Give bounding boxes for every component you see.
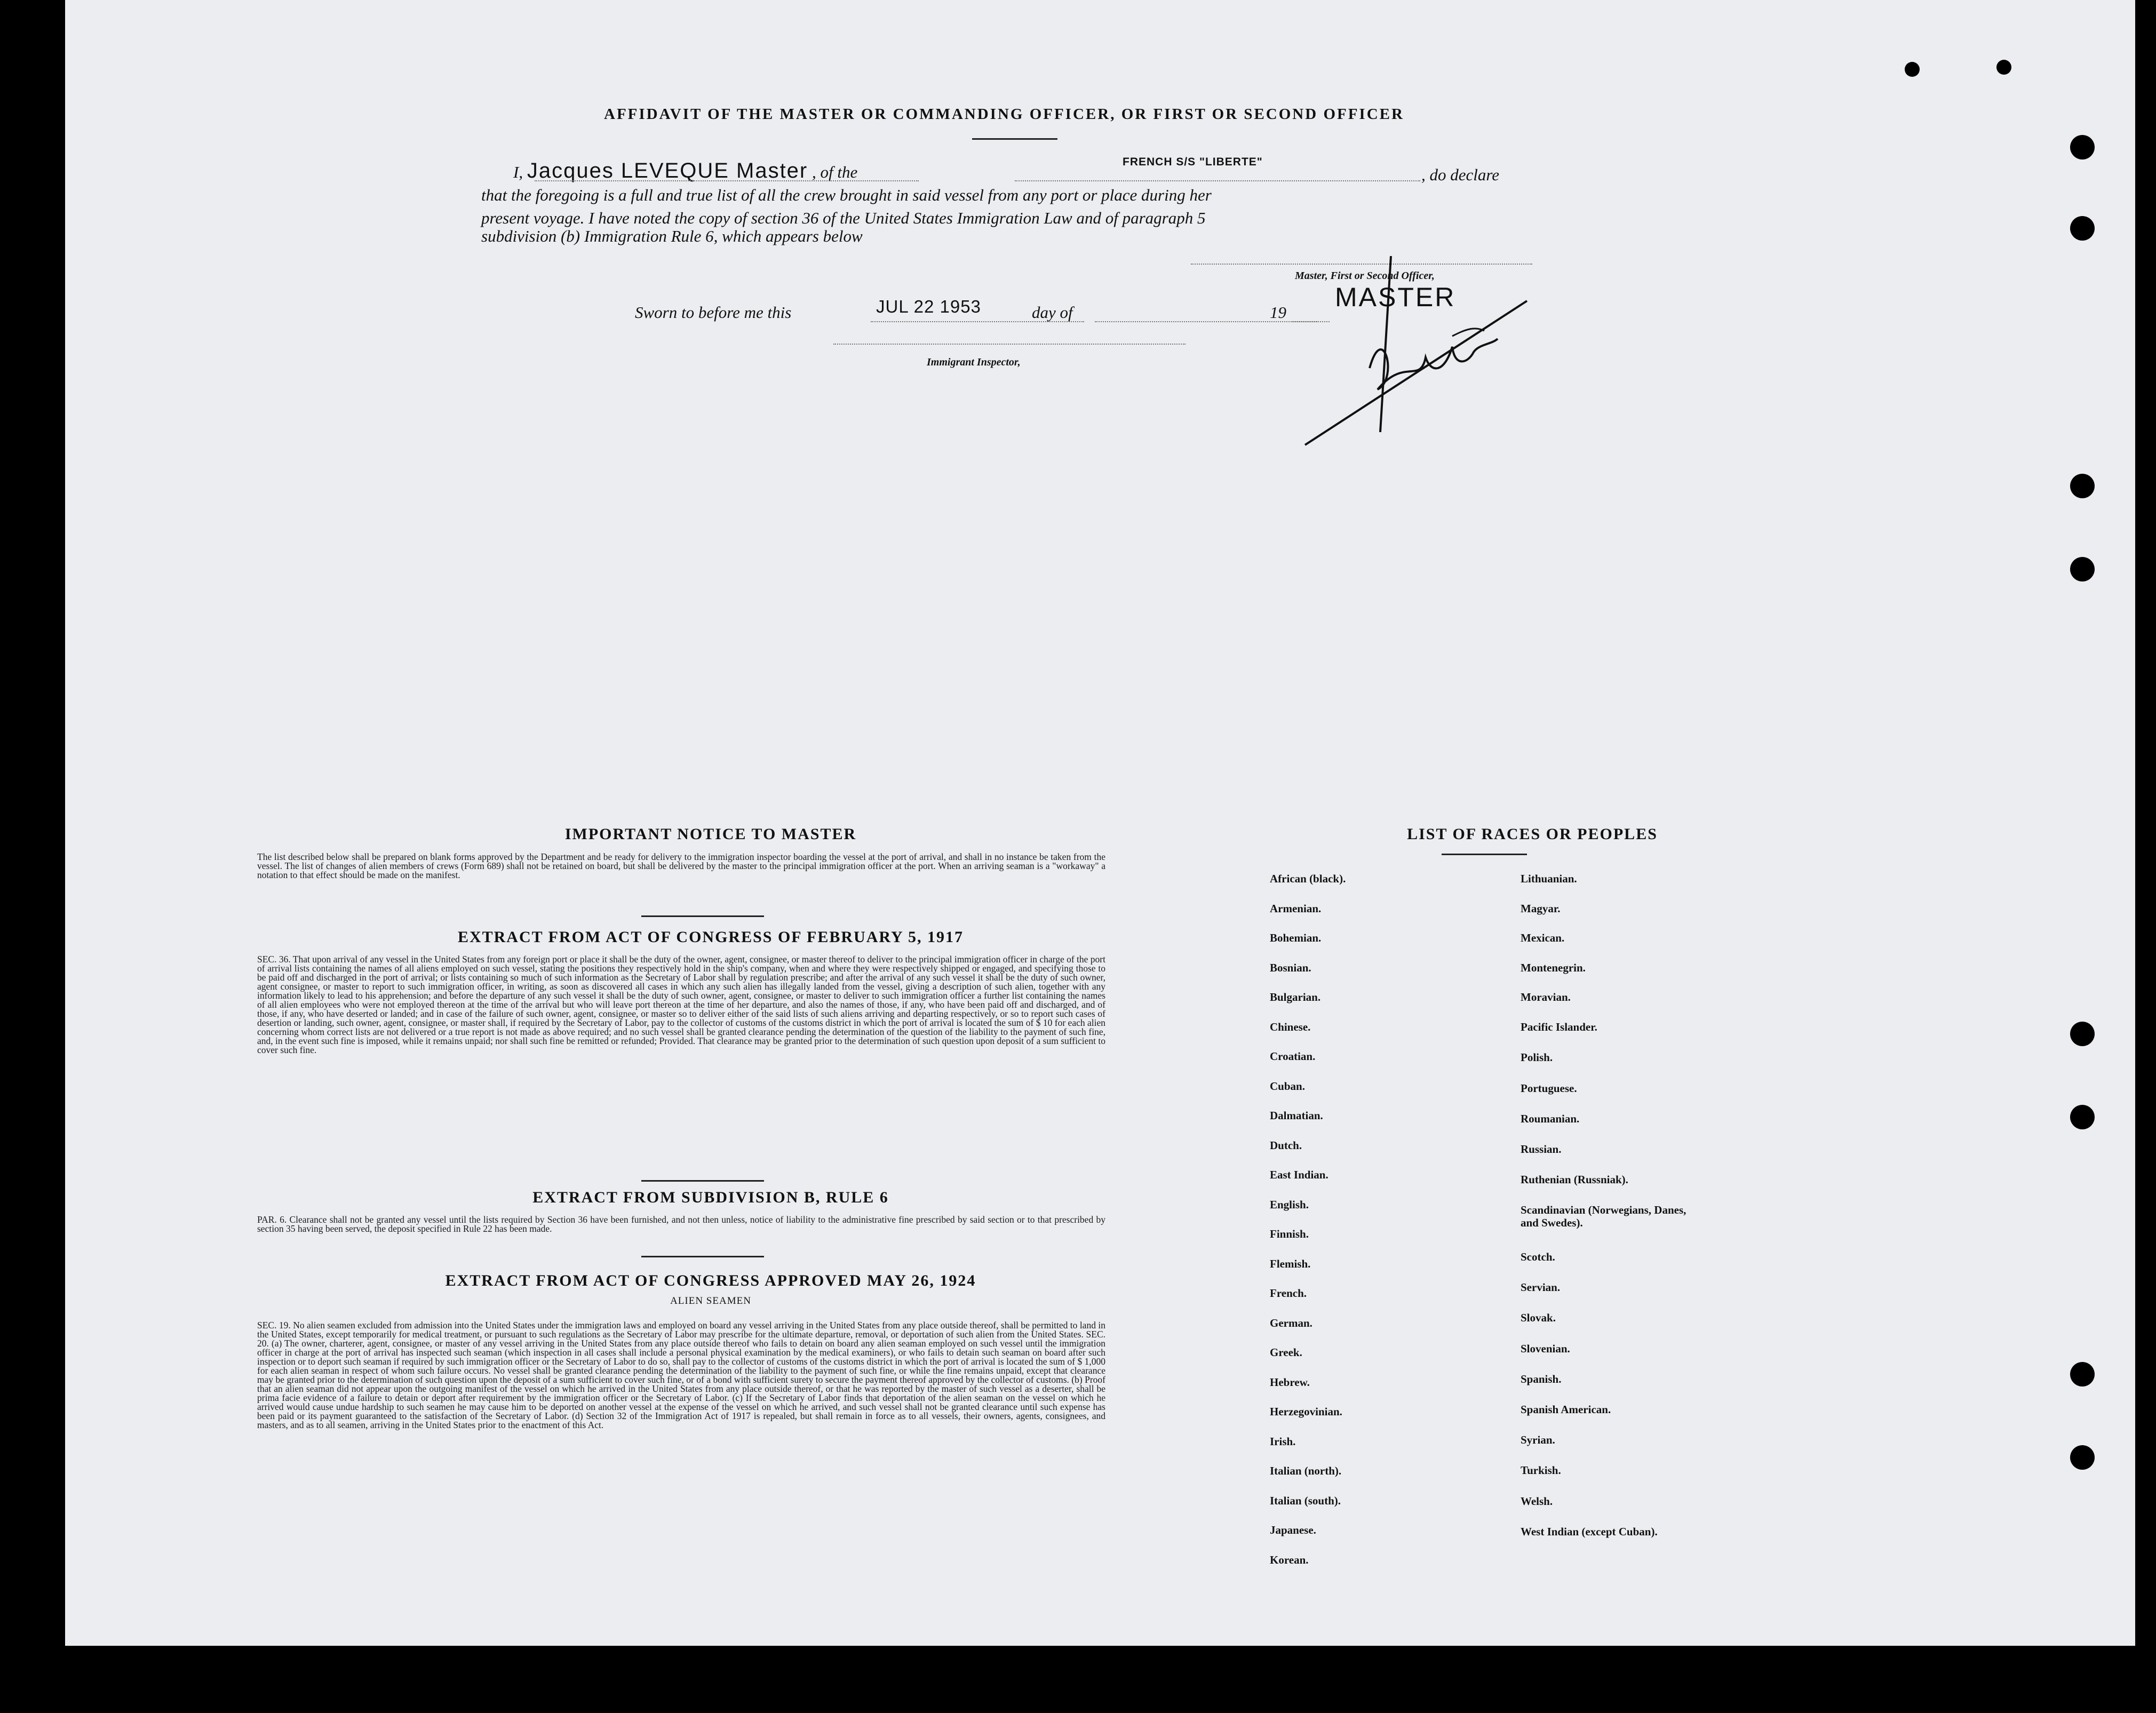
declaration-line-2: that the foregoing is a full and true list of all the crew brought in said vessel from any port or place during her [481, 186, 1212, 204]
race-item: Pacific Islander. [1521, 1021, 1597, 1033]
race-item: Herzegovinian. [1270, 1405, 1342, 1418]
signature-caption: Master, First or Second Officer, [1295, 270, 1435, 282]
race-item: Syrian. [1521, 1433, 1555, 1446]
race-item: Magyar. [1521, 902, 1561, 915]
race-item: Dalmatian. [1270, 1109, 1323, 1122]
extract3-subheading: ALIEN SEAMEN [670, 1295, 751, 1306]
race-item: Spanish American. [1521, 1403, 1611, 1416]
punch-hole [2070, 474, 2095, 498]
i-prefix: I, [513, 163, 523, 181]
notice-intro: The list described below shall be prepared on blank forms approved by the Department and be ready for delivery to the immigration inspector boarding the vessel at the port of arrival, and shall in no instance be taken from the vessel. The list of changes of alien members of crews (Form 689) shall not be retained on board, but shall be delivered by the master to the principal immigration officer at the port. When an arriving seaman is a "workaway" a notation to that effect should be made on the manifest. [257, 851, 1105, 880]
extract2-heading: EXTRACT FROM SUBDIVISION B, RULE 6 [532, 1189, 889, 1206]
races-divider [1442, 854, 1527, 855]
race-item: Portuguese. [1521, 1082, 1577, 1095]
punch-hole [2070, 216, 2095, 241]
punch-hole [2070, 1362, 2095, 1387]
race-item: Slovak. [1521, 1311, 1556, 1324]
race-item: Armenian. [1270, 902, 1322, 915]
race-item: Servian. [1521, 1281, 1561, 1294]
race-item: Hebrew. [1270, 1376, 1310, 1389]
affidavit-title: AFFIDAVIT OF THE MASTER OR COMMANDING OFFICER, OR FIRST OR SECOND OFFICER [604, 106, 1404, 123]
race-item: English. [1270, 1198, 1309, 1211]
extract3-heading: EXTRACT FROM ACT OF CONGRESS APPROVED MAY 26, 1924 [445, 1272, 976, 1289]
document-sheet [65, 0, 2135, 1646]
race-item: Scotch. [1521, 1250, 1555, 1263]
vessel-dotline [1015, 180, 1420, 181]
notice-divider [641, 915, 764, 917]
race-item: Chinese. [1270, 1021, 1311, 1033]
signature-title: MASTER [1335, 282, 1456, 312]
race-item: Montenegrin. [1521, 961, 1586, 974]
declarant-name: Jacques LEVEQUE Master [527, 159, 808, 182]
race-item: Japanese. [1270, 1524, 1316, 1536]
race-item: Cuban. [1270, 1080, 1305, 1093]
punch-hole [2070, 1105, 2095, 1129]
race-item: Bohemian. [1270, 931, 1322, 944]
race-item: Korean. [1270, 1553, 1309, 1566]
race-item: Irish. [1270, 1435, 1296, 1448]
declaration-line-3: present voyage. I have noted the copy of section 36 of the United States Immigration Law and of paragraph 5 [481, 209, 1206, 227]
race-item: Ruthenian (Russniak). [1521, 1173, 1628, 1186]
race-item: African (black). [1270, 872, 1346, 885]
race-item: Spanish. [1521, 1373, 1562, 1385]
extract1-heading: EXTRACT FROM ACT OF CONGRESS OF FEBRUARY 5, 1917 [457, 928, 964, 946]
race-item: Flemish. [1270, 1257, 1311, 1270]
race-item: West Indian (except Cuban). [1521, 1525, 1658, 1538]
punch-hole [2070, 557, 2095, 581]
title-divider [972, 138, 1057, 140]
race-item: Dutch. [1270, 1139, 1302, 1152]
name-dotline [535, 180, 919, 181]
sworn-label: Sworn to before me this [635, 303, 792, 322]
punch-hole [2070, 135, 2095, 160]
vessel-name: FRENCH S/S "LIBERTE" [1123, 156, 1263, 168]
race-item: Polish. [1521, 1051, 1553, 1064]
extract1-divider [641, 1180, 764, 1182]
race-item: Finnish. [1270, 1228, 1309, 1240]
declaration-line-1 [513, 159, 857, 183]
race-item: Bosnian. [1270, 961, 1311, 974]
of-the-label: , of the [812, 163, 858, 181]
race-item: Scandinavian (Norwegians, Danes, and Swedes). [1521, 1204, 1686, 1229]
declaration-line-4: subdivision (b) Immigration Rule 6, which appears below [481, 227, 863, 245]
race-item: Italian (south). [1270, 1494, 1341, 1507]
inspector-line [833, 344, 1186, 345]
notice-heading: IMPORTANT NOTICE TO MASTER [564, 825, 857, 843]
extract3-text: SEC. 19. No alien seamen excluded from admission into the United States under the immigration laws and employed on board any vessel arriving in the United States from any place outside thereof, shall be permitted to land in the United States, except temporarily for medical treatment, or pursuant to such regulations as the Secretary of Labor may prescribe for the ultimate departure, removal, or deportation of such alien from the United States. SEC. 20. (a) The owner, charterer, agent, consignee, or master of any vessel arriving in the United States from any place outside thereof who fails to detain on board any alien seaman employed on such vessel until the immigration officer in charge at the port of arrival has inspected such seaman (which inspection in all cases shall include a personal physical examination by the medical examiners), or who fails to detain such seaman on board after such inspection or to deport such seaman if required by such immigration officer or the Secretary of Labor to do so, shall pay to the collector of customs of the customs district in which the port of arrival is located the sum of $ 1,000 for each alien seaman in respect of whom such failure occurs. No vessel shall be granted clearance pending the determination of the liability to the payment of such fine, or while the fine remains unpaid, except that clearance may be granted prior to the determination of such question upon the deposit of a sum sufficient to cover such fine, or of a bond with sufficient surety to secure the payment thereof approved by the collector of customs. (b) Proof that an alien seaman did not appear upon the outgoing manifest of the vessel on which he arrived in the United States from any place outside thereof, or that he was reported by the master of such vessel as a deserter, shall be prima facie evidence of a failure to detain or deport after requirement by the immigration officer or the Secretary of Labor. (c) If the Secretary of Labor finds that deportation of the alien seaman on the vessel on which he arrived would cause undue hardship to such seamen he may cause him to be deported on another vessel at the expense of the vessel on which he arrived, and such vessel shall not be granted clearance until such expense has been paid or its payment guaranteed to the satisfaction of the Secretary of Labor. (d) Section 32 of the Immigration Act of 1917 is repealed, but shall remain in force as to all vessels, their owners, agents, consignees, and masters, and as to all seamen, arriving in the United States prior to the enactment of this Act. [257, 1320, 1105, 1430]
race-item: Mexican. [1521, 931, 1565, 944]
punch-hole [1996, 60, 2011, 75]
sworn-date: JUL 22 1953 [876, 297, 981, 316]
year-prefix: 19 [1270, 303, 1286, 322]
extract2-divider [641, 1256, 764, 1257]
race-item: Roumanian. [1521, 1112, 1580, 1125]
punch-hole [2070, 1445, 2095, 1470]
race-item: East Indian. [1270, 1168, 1328, 1181]
race-item: Russian. [1521, 1143, 1562, 1156]
day-of-label: day of [1032, 303, 1073, 322]
do-declare-label: , do declare [1421, 165, 1500, 184]
race-item: Lithuanian. [1521, 872, 1577, 885]
year-dotline [1292, 321, 1330, 322]
punch-hole [1905, 62, 1920, 77]
punch-hole [2070, 1022, 2095, 1046]
extract1-text: SEC. 36. That upon arrival of any vessel in the United States from any foreign port or place it shall be the duty of the owner, agent, consignee, or master thereof to deliver to the principal immigration officer in charge of the port of arrival lists containing the names of all aliens employed on such vessel, stating the positions they respectively hold in the ship's company, when and where they were respectively shipped or engaged, and specifying those to be paid off and discharged in the port of arrival; or lists containing so much of such information as the Secretary of Labor shall by regulation prescribe; and after the arrival of any such vessel it shall be the duty of such owner, agent consignee, or master to report to such immigration officer, in writing, as soon as discovered all cases in which any such alien has illegally landed from the vessel, giving a description of such alien, together with any information likely to lead to his apprehension; and before the departure of any such vessel it shall be the duty of such owner, agent, consignee, or master to deliver to such immigration officer a further list containing the names of all alien employees who were not employed thereon at the time of the arrival but who will leave port thereon at the time of her departure, and also the names of those, if any, who have been paid off and discharged, and of those, if any, who have deserted or landed; and in case of the failure of such owner, agent, consignee, or master so to deliver either of the said lists of such aliens arriving and departing respectively, or so to report such cases of desertion or landing, such owner, agent, consignee, or master shall, if required by the Secretary of Labor, pay to the collector of customs of the customs district in which the port of arrival is located the sum of $ 10 for each alien concerning whom correct lists are not delivered or a true report is not made as above required; and no such vessel shall be granted clearance pending the determination of the question of the liability to the payment of such fine, and, in the event such fine is imposed, while it remains unpaid; nor shall such fine be remitted or refunded; Provided. That clearance may be granted prior to the determination of such question upon deposit of a sum sufficient to cover such fine. [257, 954, 1105, 1055]
race-item: Moravian. [1521, 991, 1571, 1003]
race-item: Slovenian. [1521, 1342, 1570, 1355]
races-heading: LIST OF RACES OR PEOPLES [1407, 825, 1658, 843]
race-item: Welsh. [1521, 1495, 1553, 1508]
race-item: French. [1270, 1287, 1307, 1300]
race-item: Bulgarian. [1270, 991, 1321, 1003]
race-item: Italian (north). [1270, 1464, 1342, 1477]
signature-scribble [1292, 251, 1623, 453]
extract2-text: PAR. 6. Clearance shall not be granted any vessel until the lists required by Section 36 have been furnished, and not then unless, notice of liability to the administrative fine prescribed by said section or to that prescribed by section 35 having been served, the deposit specified in Rule 22 has been made. [257, 1214, 1105, 1234]
race-item: Turkish. [1521, 1464, 1561, 1477]
race-item: German. [1270, 1317, 1312, 1329]
race-item: Croatian. [1270, 1050, 1316, 1063]
race-item: Greek. [1270, 1346, 1302, 1359]
inspector-caption: Immigrant Inspector, [927, 356, 1021, 368]
